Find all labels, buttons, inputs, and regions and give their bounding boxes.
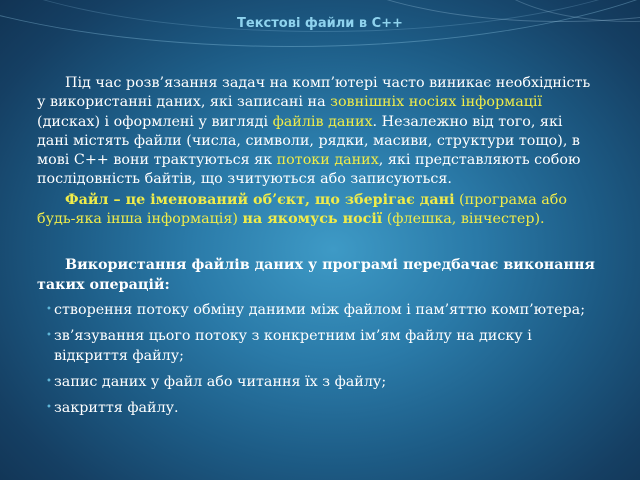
list-item-text: створення потоку обміну даними між файлом і пам’яттю комп’ютера; (54, 301, 586, 318)
definition-paragraph (37, 191, 597, 230)
intro-text: Під час розв’язання задач на комп’ютері часто виникає необхідність у використанні даних, які записані на (37, 75, 591, 111)
intro-text: . Незалежно від того, які дані містять файли (числа, символи, рядки, масиви, структури тощо), в мові С++ вони трактуються як (37, 113, 580, 169)
slide-content (37, 74, 597, 425)
bullet-icon: • (46, 303, 52, 315)
definition-note: (флешка, вінчестер). (382, 211, 545, 228)
definition-note: (програма або будь-яка інша інформація) (37, 191, 568, 228)
operations-heading: Використання файлів даних у програмі передбачає виконання таких операцій: (37, 257, 595, 293)
operations-list (46, 301, 597, 418)
intro-paragraph (37, 74, 597, 190)
slide-title: Текстові файли в С++ (237, 16, 403, 31)
highlight-data-files: файлів даних (272, 113, 373, 130)
list-item (46, 301, 597, 320)
list-item (46, 399, 597, 418)
definition-bold: Файл – це іменований об’єкт, що зберігає дані (65, 191, 455, 208)
intro-text: (дисках) і оформлені у вигляді (37, 113, 273, 130)
bullet-icon: • (46, 375, 52, 387)
list-item-text: зв’язування цього потоку з конкретним ім’ям файлу на диску і відкриття файлу; (54, 328, 532, 364)
intro-text: , які представляють собою послідовність байтів, що зчитуються або записуються. (37, 152, 581, 188)
bullet-icon: • (46, 402, 52, 414)
list-item (46, 373, 597, 392)
list-item (46, 327, 597, 366)
highlight-data-streams: потоки даних (276, 152, 379, 169)
highlight-external-media: зовнішніх носіях інформації (330, 94, 543, 111)
definition-bold: на якомусь носії (242, 211, 383, 228)
bullet-icon: • (46, 330, 52, 342)
list-item-text: закриття файлу. (54, 400, 179, 417)
list-item-text: запис даних у файл або читання їх з файлу; (54, 373, 387, 390)
